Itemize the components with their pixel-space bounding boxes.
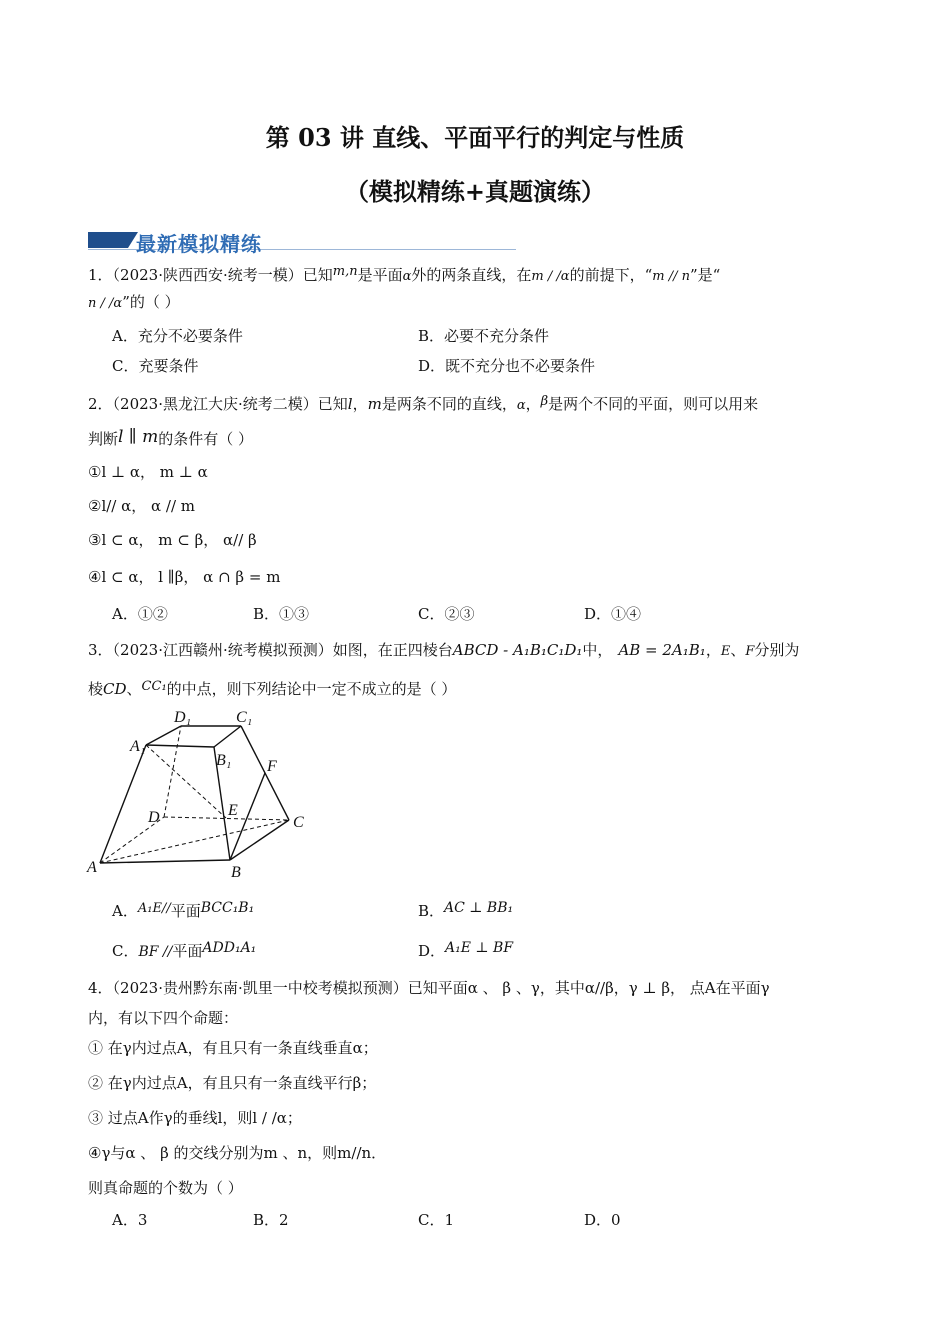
q3-c-expr: BF // [138,944,173,960]
q1-line2-tail: ”的（ ） [122,293,180,311]
q4-option-c[interactable]: C．1 [418,1211,455,1229]
q3-line2-b: 的中点，则下列结论中一定不成立的是（ ） [166,680,457,698]
label-C: C [293,814,304,831]
q2-alpha: α [516,398,526,413]
section-banner [88,228,516,254]
q1-option-c[interactable]: C．充要条件 [112,357,199,375]
q4-option-d[interactable]: D．0 [584,1211,621,1229]
page-subtitle: （模拟精练+真题演练） [344,177,606,206]
q2-stem-b: 是两条不同的直线， [381,395,517,413]
q3-stem-line2 [88,677,456,699]
q2-option-c[interactable]: C．②③ [418,605,475,623]
q2-beta: β [540,394,549,409]
q1-stem-b: 是平面 [357,266,403,284]
q3-d-expr: A₁E ⊥ BF [445,940,514,956]
q2-option-a[interactable]: A．①② [112,605,168,623]
q1-m-n: m,n [332,264,358,279]
label-A: A [87,859,97,876]
q3-line2-a: 棱 [88,680,104,698]
q4-option-a[interactable]: A．3 [112,1211,148,1229]
edge-B1A1 [146,745,214,747]
q3-option-a[interactable] [112,898,254,921]
q1-line2-expr: n / /α [88,296,123,311]
q2-stem-c: 是两个不同的平面，则可以用来 [548,395,759,413]
q1-cond: m / /α [531,269,570,284]
q1-option-b[interactable]: B．必要不充分条件 [418,327,550,345]
q1-alpha: α [402,269,412,284]
q3-sep: 、 [730,641,746,659]
q2-stem-a: 2．（2023·黑龙江大庆·统考二模）已知 [88,395,348,413]
q1-option-a[interactable]: A．充分不必要条件 [112,327,243,345]
q2-stem-line2 [88,427,253,449]
q4-item-4: ④γ与α 、 β 的交线分别为m 、n，则m//n． [88,1144,387,1162]
page-title: 第 03 讲 直线、平面平行的判定与性质 [265,123,685,152]
q1-stem-c: 外的两条直线，在 [411,266,532,284]
q2-line2-expr: l ∥ m [118,427,159,447]
edge-A1D1 [146,726,181,745]
q2-item-4: ④l ⊂ α， l ∥β， α ∩ β = m [88,568,281,586]
q3-CD: CD [103,680,127,698]
q3-c-pre: C． [112,942,139,960]
q3-c-mid: 平面 [172,942,203,960]
q4-item-1: ① 在γ内过点A，有且只有一条直线垂直α； [88,1039,378,1057]
q4-option-b[interactable]: B．2 [253,1211,289,1229]
q4-stem-line2: 内，有以下四个命题： [88,1009,239,1027]
q3-c-tail: ADD₁A₁ [202,940,257,956]
q3-b-pre: B． [418,902,445,920]
edge-AB [100,860,230,863]
edge-DC [164,817,289,820]
q3-a-tail: BCC₁B₁ [200,900,255,916]
section-label: 最新模拟精练 [136,232,262,256]
q3-a-pre: A． [112,902,138,920]
q1-stem [88,262,720,287]
label-A1: A₁ [130,738,146,755]
edge-AA1 [100,745,146,863]
label-D1: D₁ [174,709,192,726]
q3-stem [88,640,799,662]
q4-question: 则真命题的个数为（ ） [88,1179,243,1197]
q3-stem-d: 分别为 [754,641,800,659]
q2-line2-a: 判断 [88,430,119,448]
label-B: B [231,864,241,881]
edge-C1B1 [214,726,241,747]
q1-stem-d: 的前提下，“ [569,266,653,284]
q1-option-d[interactable]: D．既不充分也不必要条件 [418,357,596,375]
q2-item-3: ③l ⊂ α， m ⊂ β， α// β [88,531,257,549]
q2-stem [88,392,758,416]
label-F: F [267,758,277,775]
label-D: D [148,809,160,826]
q4-stem: 4．（2023·贵州黔东南·凯里一中校考模拟预测）已知平面α 、 β 、γ，其中α//β，γ ⊥ β， 点A在平面γ [88,979,770,997]
q3-option-b[interactable] [418,898,513,921]
q3-option-c[interactable] [112,938,256,962]
q2-item-2: ②l// α， α // m [88,497,196,515]
q1-mn: m // n [652,269,690,284]
label-B1: B₁ [216,752,232,769]
q3-stem-b: 中， [582,641,613,659]
q2-m: m [367,395,382,413]
q3-ratio: AB = 2A₁B₁ [618,641,706,659]
q3-d-pre: D． [418,942,446,960]
diag-AC [100,820,289,863]
q2-comma1: ， [352,395,368,413]
q3-stem-a: 3．（2023·江西赣州·统考模拟预测）如图，在正四棱台 [88,641,453,659]
q2-option-b[interactable]: B．①③ [253,605,310,623]
q3-a-expr: A₁E// [137,901,171,916]
q2-option-d[interactable]: D．①④ [584,605,642,623]
label-C1: C₁ [236,709,253,726]
q3-b-expr: AC ⊥ BB₁ [444,900,514,916]
q1-stem-a: 1．（2023·陕西西安·统考一模）已知 [88,266,333,284]
q3-sep2: 、 [126,680,142,698]
frustum-figure [84,705,324,885]
q1-stem-e: ”是“ [689,266,721,284]
label-E: E [228,802,238,819]
q3-stem-c: ， [705,641,721,659]
q3-a-mid: 平面 [170,902,201,920]
q1-stem-line2 [88,292,180,314]
seg-A1E [146,745,226,818]
q3-F: F [745,644,755,659]
q3-solid: ABCD - A₁B₁C₁D₁ [452,641,583,659]
q2-line2-b: 的条件有（ ） [158,430,254,448]
q4-item-3: ③ 过点A作γ的垂线l，则l / /α； [88,1109,302,1127]
q2-comma2: ， [525,395,541,413]
q2-l: l [347,395,353,413]
q3-CC1: CC₁ [141,679,167,694]
banner-bar [88,232,128,248]
edge-BC [230,820,289,860]
q3-E: E [720,644,731,659]
q4-item-2: ② 在γ内过点A，有且只有一条直线平行β； [88,1074,377,1092]
q2-item-1: ①l ⊥ α， m ⊥ α [88,463,208,481]
edge-DD1 [164,726,181,817]
q3-option-d[interactable] [418,938,513,961]
